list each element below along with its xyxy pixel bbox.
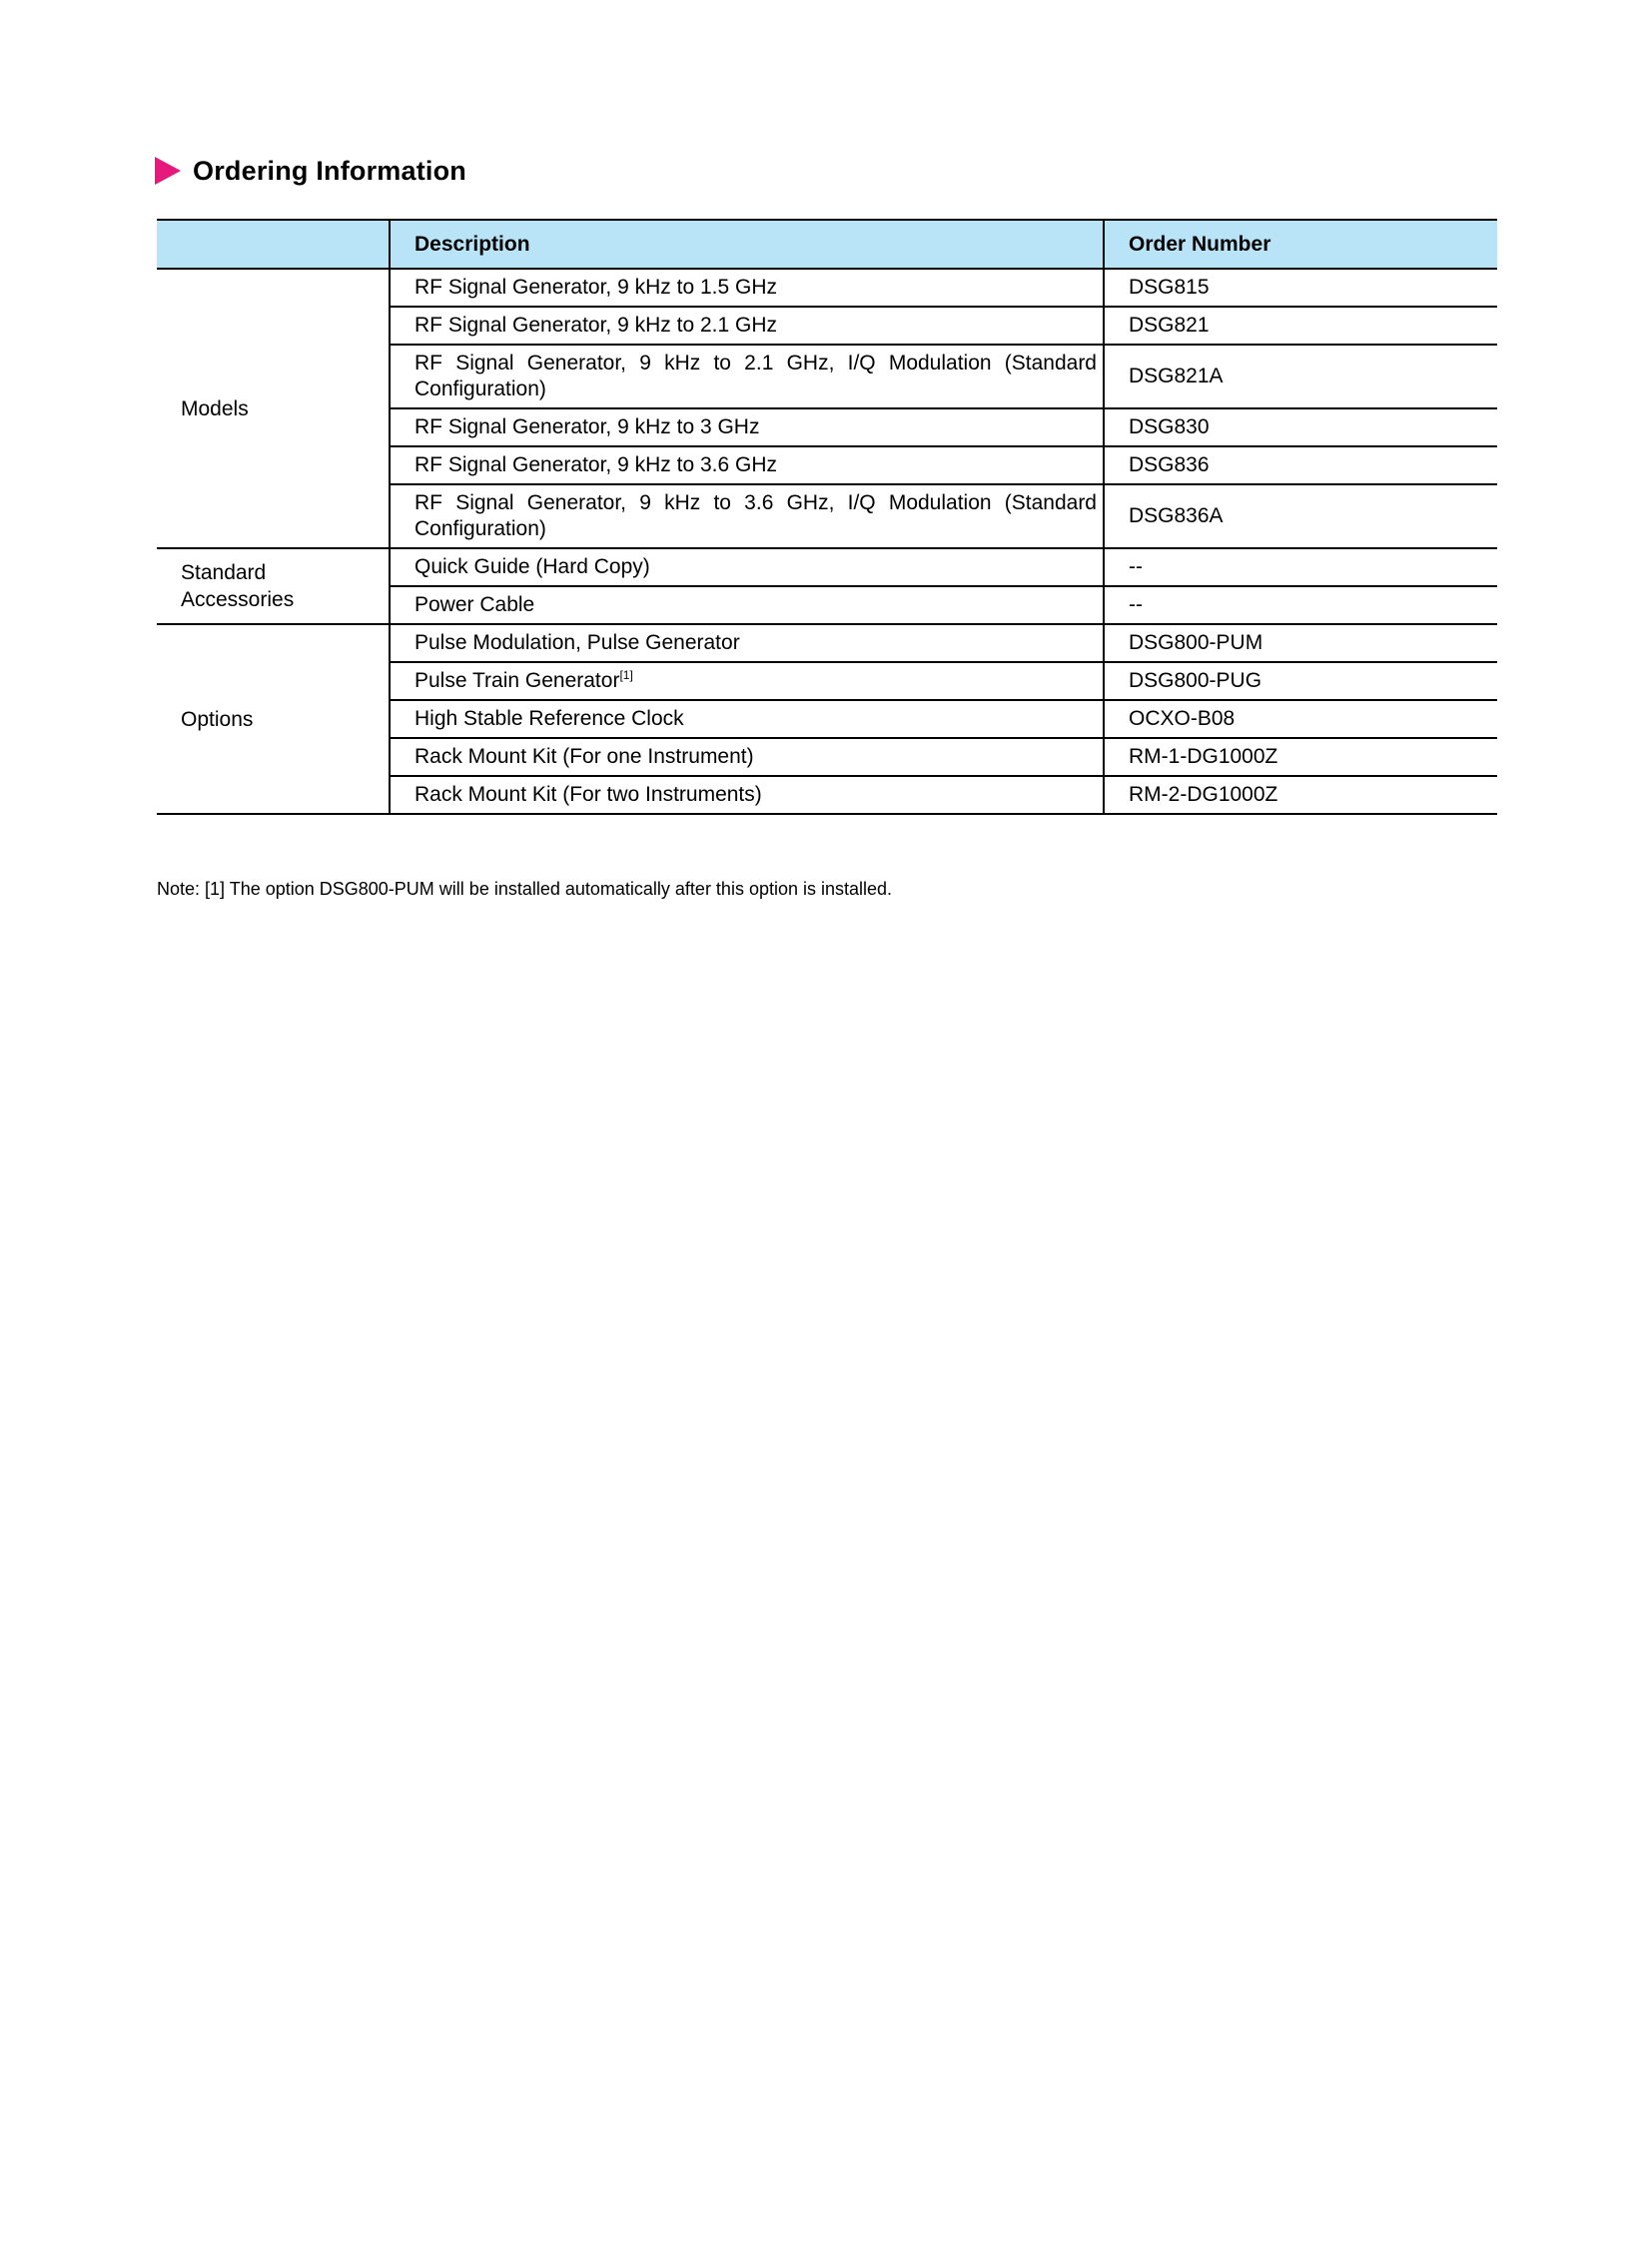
group-label-models: Models <box>157 269 390 548</box>
row-order-number: -- <box>1104 548 1497 586</box>
row-description: RF Signal Generator, 9 kHz to 3.6 GHz, I/Q Modulation (Standard Configuration) <box>390 484 1104 548</box>
row-order-number: DSG830 <box>1104 408 1497 446</box>
header-group <box>157 220 390 269</box>
row-order-number: DSG800-PUM <box>1104 624 1497 662</box>
row-order-number: DSG800-PUG <box>1104 662 1497 700</box>
row-description: Rack Mount Kit (For one Instrument) <box>390 738 1104 776</box>
footnote-ref: [1] <box>619 668 633 682</box>
row-description: RF Signal Generator, 9 kHz to 1.5 GHz <box>390 269 1104 307</box>
table-row <box>157 624 1497 662</box>
group-label-options: Options <box>157 624 390 814</box>
page-title: Ordering Information <box>193 155 466 186</box>
section-heading <box>155 151 466 191</box>
row-order-number: DSG836 <box>1104 446 1497 484</box>
triangle-right-icon <box>155 157 181 185</box>
row-order-number: DSG821 <box>1104 307 1497 345</box>
row-description: Pulse Modulation, Pulse Generator <box>390 624 1104 662</box>
row-order-number: DSG815 <box>1104 269 1497 307</box>
row-description: Power Cable <box>390 586 1104 624</box>
row-description-with-footnote <box>390 662 1104 700</box>
group-label-standard-accessories: Standard Accessories <box>157 548 390 624</box>
row-description-text: Pulse Train Generator <box>414 669 620 692</box>
row-order-number: RM-2-DG1000Z <box>1104 776 1497 814</box>
row-order-number: DSG821A <box>1104 345 1497 408</box>
footnote: Note: [1] The option DSG800-PUM will be installed automatically after this option is installed. <box>157 879 893 899</box>
row-order-number: RM-1-DG1000Z <box>1104 738 1497 776</box>
table-row <box>157 548 1497 586</box>
row-description: Quick Guide (Hard Copy) <box>390 548 1104 586</box>
row-description: High Stable Reference Clock <box>390 700 1104 738</box>
row-order-number: OCXO-B08 <box>1104 700 1497 738</box>
header-order-number: Order Number <box>1104 220 1497 269</box>
row-order-number: -- <box>1104 586 1497 624</box>
row-description: RF Signal Generator, 9 kHz to 2.1 GHz, I/Q Modulation (Standard Configuration) <box>390 345 1104 408</box>
row-order-number: DSG836A <box>1104 484 1497 548</box>
row-description: RF Signal Generator, 9 kHz to 3 GHz <box>390 408 1104 446</box>
row-description: RF Signal Generator, 9 kHz to 2.1 GHz <box>390 307 1104 345</box>
header-description: Description <box>390 220 1104 269</box>
ordering-table <box>157 219 1497 815</box>
row-description: Rack Mount Kit (For two Instruments) <box>390 776 1104 814</box>
row-description: RF Signal Generator, 9 kHz to 3.6 GHz <box>390 446 1104 484</box>
table-row <box>157 269 1497 307</box>
table-header-row <box>157 220 1497 269</box>
